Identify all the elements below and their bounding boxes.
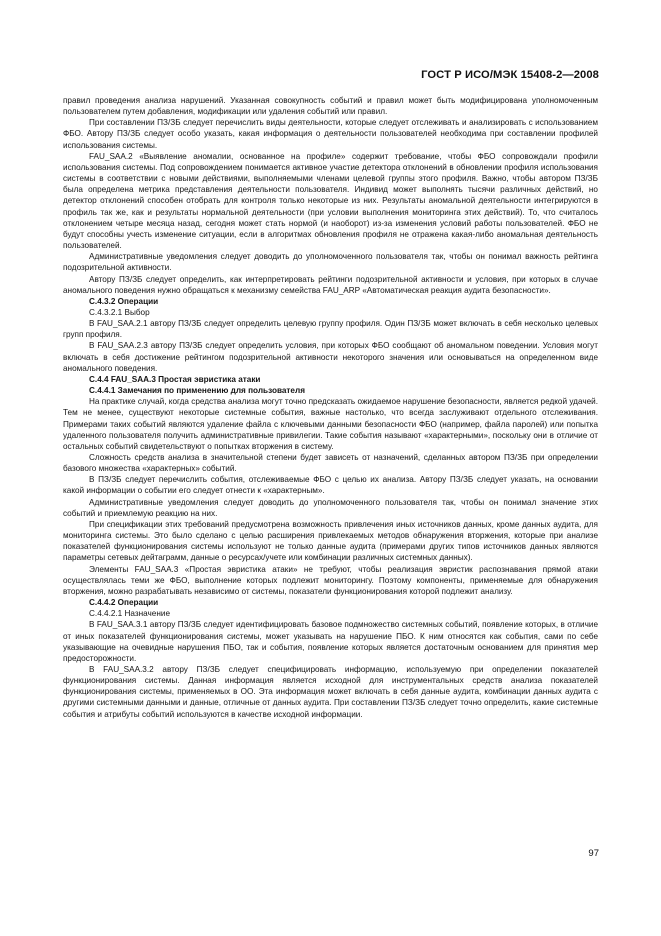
- paragraph: В FAU_SAA.3.2 автору ПЗ/ЗБ следует специфицировать информацию, используемую при определении показателей функционирования системы. Данная информация является исходной для инструментальных средств анализа показателей функционирования системы, применяемых в ОО. Эта информация может включать в себя данные аудита, комбинации данных аудита с другими системными данными и данные, отличные от данных аудита. При составлении ПЗ/ЗБ следует точно определить, какие системные события и атрибуты событий используются в качестве исходной информации.: [63, 664, 598, 719]
- paragraph: Сложность средств анализа в значительной степени будет зависеть от назначений, сделанных автором ПЗ/ЗБ при определении базового множества «характерных» событий.: [63, 453, 598, 474]
- standard-header: ГОСТ Р ИСО/МЭК 15408-2—2008: [421, 69, 599, 81]
- subsection-label: C.4.4.2.1 Назначение: [89, 609, 170, 619]
- paragraph: При спецификации этих требований предусмотрена возможность привлечения иных источников данных, кроме данных аудита, для мониторинга системы. Это было сделано с целью расширения привлекаемых методов обнаружения вторжения, которые при анализе показателей функционирования системы используют не только данные аудита (примерами других типов источников данных являются параметры сетевых дейтаграмм, данные о ресурсах/учете или комбинации различных системных данных).: [63, 519, 598, 563]
- paragraph: Элементы FAU_SAA.3 «Простая эвристика атаки» не требуют, чтобы реализация эвристик распознавания прямой атаки осуществлялась теми же ФБО, выполнение которых подлежит мониторингу. Поэтому компоненты, применяемые для обнаружения вторжения, можно разрабатывать независимо от системы, показатели функционирования которой подлежит анализу.: [63, 564, 598, 596]
- document-body: [63, 95, 598, 720]
- paragraph: В FAU_SAA.3.1 автору ПЗ/ЗБ следует идентифицировать базовое подмножество системных событий, появление которых, в отличие от иных показателей функционирования системы, может указывать на нарушение ПБО. К ним относятся как события, сами по себе указывающие на очевидные нарушения ПБО, так и события, появление которых является достаточным основанием для принятия мер предосторожности.: [63, 620, 598, 663]
- section-heading: C.4.4 FAU_SAA.3 Простая эвристика атаки: [89, 374, 261, 384]
- section-heading: C.4.3.2 Операции: [89, 296, 159, 306]
- paragraph: Автору ПЗ/ЗБ следует определить, как интерпретировать рейтинги подозрительной активности и условия, при которых в случае аномального поведения нужно обращаться к механизму семейства FAU_ARP «Автоматическая реакция аудита безопасности».: [63, 274, 598, 295]
- paragraph: Административные уведомления следует доводить до уполномоченного пользователя так, чтобы он понимал важность рейтинга подозрительной активности.: [63, 252, 598, 273]
- page-number: 97: [588, 848, 599, 859]
- paragraph: На практике случай, когда средства анализа могут точно предсказать ожидаемое нарушение безопасности, является редкой удачей. Тем не менее, существуют некоторые системные события, важные настолько, что всегда заслуживают отдельного отслеживания. Примерами таких событий являются удаление файла с ключевыми данными безопасности ФБО (например, файла паролей) или попытка удаленного пользователя получить административные привилегии. Такие события называют «характерными», поскольку они в отличие от остальных событий свидетельствуют о попытках вторжения в систему.: [63, 397, 598, 451]
- section-heading: C.4.4.2 Операции: [89, 598, 159, 608]
- subsection-label: C.4.3.2.1 Выбор: [89, 307, 150, 317]
- paragraph: Административные уведомления следует доводить до уполномоченного пользователя так, чтобы он понимал значение этих событий и приемлемую реакцию на них.: [63, 497, 598, 518]
- paragraph: FAU_SAA.2 «Выявление аномалии, основанное на профиле» содержит требование, чтобы ФБО сопровождали профили использования системы. Под сопровождением понимается активное участие детектора отклонений в обновлении профиля использования системы в соответствии с новыми действиями, выполняемыми членами целевой группы этого профиля. Важно, чтобы автором ПЗ/ЗБ была определена метрика представления деятельности пользователя. Индивид может выполнять тысячи различных действий, но детектор отклонений способен отобрать для контроля только некоторые из них. Результаты аномальной деятельности интегрируются в профиль так же, как и результаты нормальной деятельности (при условии выполнения мониторинга этих действий). То, что считалось отклонением четыре месяца назад, сегодня может стать нормой (и наоборот) из-за изменения условий работы пользователей. ФБО не будут способны учесть изменение ситуации, если в алгоритмах обновления профиля не отражена какая-либо аномальная деятельность пользователей.: [63, 151, 598, 251]
- paragraph: При составлении ПЗ/ЗБ следует перечислить виды деятельности, которые следует отслеживать и анализировать с использованием ФБО. Автору ПЗ/ЗБ следует особо указать, какая информация о деятельности пользователей необходима при составлении профилей использования системы.: [63, 118, 598, 150]
- paragraph: В FAU_SAA.2.1 автору ПЗ/ЗБ следует определить целевую группу профиля. Один ПЗ/ЗБ может включать в себя несколько целевых групп профиля.: [63, 319, 598, 340]
- paragraph-continued: правил проведения анализа нарушений. Указанная совокупность событий и правил может быть модифицирована уполномоченным пользователем путем добавления, модификации или удаления событий или правил.: [63, 96, 598, 117]
- section-heading: C.4.4.1 Замечания по применению для пользователя: [89, 386, 305, 396]
- paragraph: В ПЗ/ЗБ следует перечислить события, отслеживаемые ФБО с целью их анализа. Автору ПЗ/ЗБ следует указать, на основании какой информации о событии его следует отнести к «характерным».: [63, 475, 598, 496]
- paragraph: В FAU_SAA.2.3 автору ПЗ/ЗБ следует определить условия, при которых ФБО сообщают об аномальном поведении. Условия могут включать в себя достижение рейтингом подозрительной активности некоторого значения или основываться на определенном виде аномального поведения.: [63, 341, 598, 373]
